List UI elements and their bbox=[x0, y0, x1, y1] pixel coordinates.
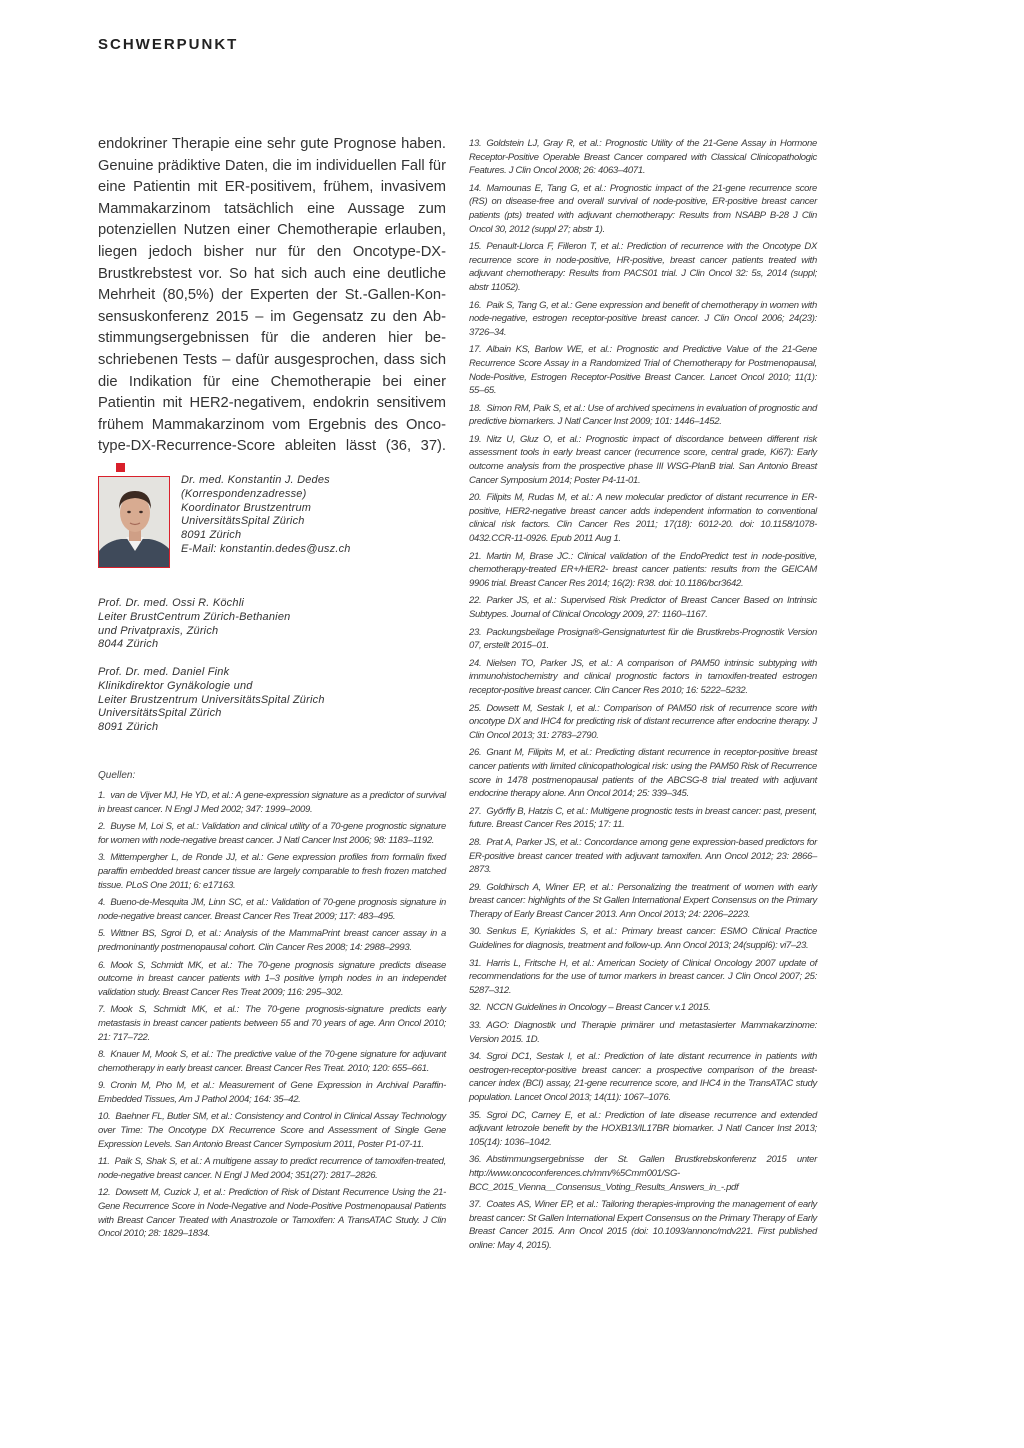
author-name: Prof. Dr. med. Ossi R. Köchli bbox=[98, 597, 244, 609]
author-line: Leiter Brustzentrum UniversitätsSpital Zürich bbox=[98, 693, 325, 706]
reference-item: 25. Dowsett M, Sestak I, et al.: Comparison of PAM50 risk of recurrence score with oncotype DX and IHC4 for predicting risk of distant recurrence after endocrine therapy. J Clin Oncol 2013; 31: 2783–2790. bbox=[469, 702, 817, 741]
reference-item: 30. Senkus E, Kyriakides S, et al.: Primary breast cancer: ESMO Clinical Practice Guidelines for diagnosis, treatment and follow-up. Ann Oncol 2013; 24(suppl6): vi7–23. bbox=[469, 926, 817, 952]
author-line: (Korrespondenzadresse) bbox=[181, 487, 307, 500]
reference-item: 5. Wittner BS, Sgroi D, et al.: Analysis of the MammaPrint breast cancer assay in a predmoninantly postmenopausal cohort. Clin Cancer Res 2008; 14: 2988–2993. bbox=[98, 928, 446, 953]
author-name: Dr. med. Konstantin J. Dedes bbox=[181, 474, 330, 486]
author-line: Leiter BrustCentrum Zürich-Bethanien bbox=[98, 610, 291, 623]
reference-item: 21. Martin M, Brase JC.: Clinical validation of the EndoPredict test in node-positive, chemotherapy-treated ER+/HER2- breast cancer patients: results from the GEICAM 9906 trial. Breast Cancer Res 2014; 16(2): R38. doi: 10.1186/bcr3642. bbox=[469, 550, 817, 589]
end-mark-icon bbox=[116, 463, 125, 472]
author-line: 8091 Zürich bbox=[181, 529, 242, 542]
author-photo bbox=[98, 476, 170, 568]
reference-item: 12. Dowsett M, Cuzick J, et al.: Prediction of Risk of Distant Recurrence Using the 21-Gene Recurrence Score in Node-Negative and Node-Positive Postmenopausal Patients with Breast Cancer Treated with Anastrozole or Tamoxifen: A TransATAC Study. J Clin Oncol 2010; 28: 1829–1834. bbox=[98, 1187, 446, 1240]
reference-item: 36. Abstimmungsergebnisse der St. Gallen Brustkrebskonferenz 2015 unter http://www.oncoconferences.ch/mm/%5Cmm001/SG-BCC_2015_Vienna__Consensus_Voting_Results_Answers_in_-.pdf bbox=[469, 1154, 817, 1193]
author-line: Koordinator Brustzentrum bbox=[181, 501, 312, 514]
author-block-fink bbox=[98, 666, 438, 735]
author-block-koechli bbox=[98, 597, 438, 652]
reference-item: 2. Buyse M, Loi S, et al.: Validation and clinical utility of a 70-gene prognostic signature for women with node-negative breast cancer. J Natl Cancer Inst 2006; 98: 1183–1192. bbox=[98, 821, 446, 846]
reference-item: 35. Sgroi DC, Carney E, et al.: Prediction of late disease recurrence and extended adjuvant letrozole benefit by the HOXB13/IL17BR biomarker. J Natl Cancer Inst 2013; 105(14): 1036–1042. bbox=[469, 1109, 817, 1148]
reference-item: 33. AGO: Diagnostik und Therapie primärer und metastasierter Mammakarzinome: Version 2015. 1D. bbox=[469, 1020, 817, 1045]
reference-item: 3. Mittempergher L, de Ronde JJ, et al.: Gene expression profiles from formalin fixed paraffin embedded breast cancer tissue are largely comparable to fresh frozen matched tissue. PLoS One 2011; 6: e17163. bbox=[98, 852, 446, 891]
reference-item: 16. Paik S, Tang G, et al.: Gene expression and benefit of chemotherapy in women with node-negative, estrogen receptor-positive breast cancer. J Clin Oncol 2006; 24(23): 3726–34. bbox=[469, 299, 817, 338]
references-list-right bbox=[469, 137, 817, 1257]
author-line: 8044 Zürich bbox=[98, 638, 159, 651]
author-line: Klinikdirektor Gynäkologie und bbox=[98, 679, 253, 692]
reference-item: 31. Harris L, Fritsche H, et al.: American Society of Clinical Oncology 2007 update of recommendations for the use of tumor markers in breast cancer. J Clin Oncol 2007; 25: 5287–312. bbox=[469, 957, 817, 996]
portrait-icon bbox=[99, 477, 170, 568]
reference-item: 7. Mook S, Schmidt MK, et al.: The 70-gene prognosis-signature predicts early metastasis in breast cancer patients between 55 and 70 years of age. Ann Oncol 2010; 21: 717–722. bbox=[98, 1004, 446, 1043]
body-paragraph-text: endokriner Therapie eine sehr gute Prognose haben. Genuine prädiktive Daten, die im individuellen Fall für eine Patientin mit ER-positivem, frühem, invasivem Mammakarzinom tatsächlich eine Aussage zum potenziellen Nutzen einer Chemotherapie erlauben, liegen jedoch bisher nur für den Oncotype-DX-Brustkrebstest vor. So hat sich auch eine deutliche Mehrheit (80,5%) der Experten der St.-Gallen-Konsensuskonferenz 2015 – im Gegensatz zu den Abstimmungsergebnissen für die anderen hier beschriebenen Tests – dafür ausgesprochen, dass sich die Indikation für eine Chemotherapie bei einer Patientin mit HER2-negativem, endokrin sensitivem frühem Mammakarzinom vom Ergebnis des Oncotype-DX-Recurrence-Score ableiten lässt (36, 37). bbox=[98, 136, 446, 455]
reference-item: 13. Goldstein LJ, Gray R, et al.: Prognostic Utility of the 21-Gene Assay in Hormone Receptor-Positive Operable Breast Cancer compared with Classical Clinicopathologic Features. J Clin Oncol 2008; 26: 4063–4071. bbox=[469, 138, 817, 177]
reference-item: 17. Albain KS, Barlow WE, et al.: Prognostic and Predictive Value of the 21-Gene Recurrence Score Assay in a Randomized Trial of Chemotherapy for Postmenopausal, Node-Positive, Estrogen Receptor-Positive Breast Cancer. Lancet Oncol 2010; 11(1): 55–65. bbox=[469, 344, 817, 397]
references-heading: Quellen: bbox=[98, 770, 136, 781]
reference-item: 28. Prat A, Parker JS, et al.: Concordance among gene expression-based predictors for ER-positive breast cancer treated with adjuvant tamoxifen. Ann Oncol 2012; 23: 2866–2873. bbox=[469, 836, 817, 876]
reference-item: 15. Penault-Llorca F, Filleron T, et al.: Prediction of recurrence with the Oncotype DX recurrence score in node-positive, HR-positive, breast cancer patients treated with adjuvant chemotherapy: Results from PACS01 trial. J Clin Oncol 32: 5s, 2014 (suppl; abstr 11052). bbox=[469, 241, 817, 293]
reference-item: 27. Győrffy B, Hatzis C, et al.: Multigene prognostic tests in breast cancer: past, present, future. Breast Cancer Res 2015; 17: 11. bbox=[469, 805, 817, 831]
author-line: und Privatpraxis, Zürich bbox=[98, 624, 219, 637]
author-block-dedes bbox=[181, 474, 451, 557]
reference-item: 11. Paik S, Shak S, et al.: A multigene assay to predict recurrence of tamoxifen-treated, node-negative breast cancer. N Engl J Med 2004; 351(27): 2817–2826. bbox=[98, 1156, 446, 1181]
reference-item: 29. Goldhirsch A, Winer EP, et al.: Personalizing the treatment of women with early breast cancer: highlights of the St Gallen International Expert Consensus on the Primary Therapy of Early Breast Cancer 2013. Ann Oncol 2013; 24: 2206–2223. bbox=[469, 881, 817, 920]
reference-item: 20. Filipits M, Rudas M, et al.: A new molecular predictor of distant recurrence in ER-positive, HER2-negative breast cancer adds independent information to conventional clinical risk factors. Clin Cancer Res 2011; 17(18): 6012-20. doi: 10.1158/1078-0432.CCR-11-0926. Epub 2011 Aug 1. bbox=[469, 492, 817, 545]
reference-item: 6. Mook S, Schmidt MK, et al.: The 70-gene prognosis signature predicts disease outcome in breast cancer patients with 1–3 positive lymph nodes in an independet validation study. Breast Cancer Res Treat 2009; 116: 295–302. bbox=[98, 959, 446, 998]
reference-item: 18. Simon RM, Paik S, et al.: Use of archived specimens in evaluation of prognostic and predictive biomarkers. J Natl Cancer Inst 2009; 101: 1446–1452. bbox=[469, 402, 817, 428]
reference-item: 24. Nielsen TO, Parker JS, et al.: A comparison of PAM50 intrinsic subtyping with immunohistochemistry and clinical prognostic factors in tamoxifen-treated estrogen receptor-positive breast cancer. Clin Cancer Res 2010; 16: 5222–5232. bbox=[469, 657, 817, 696]
reference-item: 19. Nitz U, Gluz O, et al.: Prognostic impact of discordance between different risk assessment tools in early breast cancer (recurrence score, central grade, Ki67): Early outcome analysis from the prospective phase III WSG-PlanB trial. San Antonio Breast Cancer Symposium 2014; Poster P4-11-01. bbox=[469, 433, 817, 486]
references-list-left bbox=[98, 789, 446, 1245]
reference-item: 26. Gnant M, Filipits M, et al.: Predicting distant recurrence in receptor-positive breast cancer patients with limited clinicopathological risk: using the PAM50 Risk of Recurrence score in 1478 postmenopausal patients of the ABCSG-8 trial treated with adjuvant endocrine therapy alone. Ann Oncol 2014; 25: 339–345. bbox=[469, 747, 817, 800]
author-line: UniversitätsSpital Zürich bbox=[181, 515, 305, 528]
body-paragraph bbox=[98, 134, 446, 480]
reference-item: 8. Knauer M, Mook S, et al.: The predictive value of the 70-gene signature for adjuvant chemotherapy in early breast cancer. Breast Cancer Res Treat. 2010; 120: 655–661. bbox=[98, 1049, 446, 1074]
author-line: 8091 Zürich bbox=[98, 721, 159, 734]
author-line: UniversitätsSpital Zürich bbox=[98, 707, 222, 720]
reference-item: 34. Sgroi DC1, Sestak I, et al.: Prediction of late distant recurrence in patients with oestrogen-receptor-positive breast cancer: a prospective comparison of the breast-cancer index (BCI) assay, 21-gene recurrence score, and IHC4 in the TransATAC study population. Lancet Oncol 2013; 14(11): 1067–1076. bbox=[469, 1051, 817, 1103]
section-header: SCHWERPUNKT bbox=[98, 36, 239, 53]
reference-item: 10. Baehner FL, Butler SM, et al.: Consistency and Control in Clinical Assay Technology over Time: The Oncotype DX Recurrence Score and Assessment of Single Gene Expression Levels. San Antonio Breast Cancer Symposium 2011, Poster P1-07-11. bbox=[98, 1111, 446, 1150]
reference-item: 32. NCCN Guidelines in Oncology – Breast Cancer v.1 2015. bbox=[469, 1002, 711, 1014]
reference-item: 23. Packungsbeilage Prosigna®-Gensignaturtest für die Brustkrebs-Prognostik Version 07, erstellt 2015–01. bbox=[469, 626, 817, 652]
author-name: Prof. Dr. med. Daniel Fink bbox=[98, 666, 230, 678]
reference-item: 14. Mamounas E, Tang G, et al.: Prognostic impact of the 21-gene recurrence score (RS) on disease-free and overall survival of node-positive, ER-positive breast cancer patients (pts) treated with adjuvant chemotherapy: Results from NSABP B-28 J Clin Oncol 30, 2012 (suppl 27; abstr 1). bbox=[469, 182, 817, 235]
author-email: E-Mail: konstantin.dedes@usz.ch bbox=[181, 542, 351, 555]
reference-item: 1. van de Vijver MJ, He YD, et al.: A gene-expression signature as a predictor of survival in breast cancer. N Engl J Med 2002; 347: 1999–2009. bbox=[98, 790, 446, 815]
reference-item: 22. Parker JS, et al.: Supervised Risk Predictor of Breast Cancer Based on Intrinsic Subtypes. Journal of Clinical Oncology 2009, 27: 1160–1167. bbox=[469, 595, 817, 620]
reference-item: 4. Bueno-de-Mesquita JM, Linn SC, et al.: Validation of 70-gene prognosis signature in node-negative breast cancer. Breast Cancer Res Treat 2009; 117: 483–495. bbox=[98, 897, 446, 922]
reference-item: 9. Cronin M, Pho M, et al.: Measurement of Gene Expression in Archival Paraffin-Embedded Tissues, Am J Pathol 2004; 164: 35–42. bbox=[98, 1080, 446, 1105]
reference-item: 37. Coates AS, Winer EP, et al.: Tailoring therapies-improving the management of early breast cancer: St Gallen International Expert Consensus on the Primary Therapy of Early Breast Cancer 2015. Ann Oncol 2015 (doi: 10.1093/annonc/mdv221. First published online: May 4, 2015). bbox=[469, 1199, 817, 1251]
